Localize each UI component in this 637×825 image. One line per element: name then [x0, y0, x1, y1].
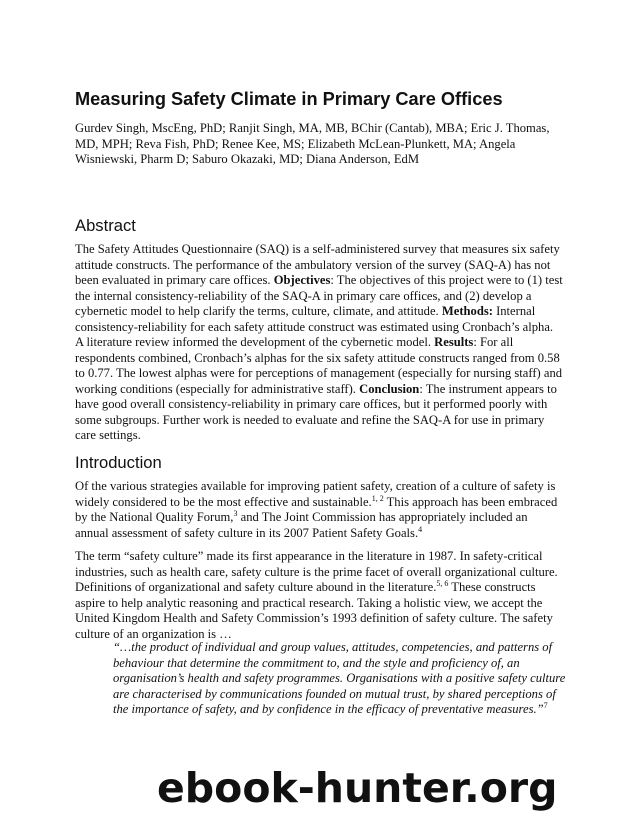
- intro-p1-text-b: This approach has been embraced by the National Quality Forum,: [75, 494, 558, 524]
- citation-ref: 4: [418, 524, 423, 534]
- methods-text: Internal consistency-reliability for each safety attitude construct was estimated using Cronbach’s alpha. A literature review informed the development of the cybernetic model.: [75, 304, 554, 349]
- introduction-paragraph-1: [75, 479, 563, 541]
- citation-ref: 3: [233, 509, 238, 518]
- conclusion-label: Conclusion: [359, 381, 420, 396]
- introduction-paragraph-2: [75, 549, 563, 642]
- results-label: Results: [434, 335, 474, 349]
- abstract-heading: Abstract: [75, 216, 136, 235]
- methods-label: Methods:: [441, 304, 493, 318]
- block-quote: [113, 640, 568, 718]
- citation-ref: 1, 2: [371, 493, 384, 503]
- watermark-text: ebook-hunter.org: [157, 764, 558, 812]
- conclusion-text: : The instrument appears to have good overall consistency-reliability in primary care offices, but it performed poorly with some subgroups. Further work is needed to evaluate and refine the SAQ-A for use in primary care settings.: [75, 381, 557, 442]
- objectives-label: Objectives: [273, 273, 331, 287]
- quote-text: “…the product of individual and group values, attitudes, competencies, and patterns of behaviour that determine the commitment to, and the style and proficiency of, an organisation’s health and safety programmes. Organisations with a positive safety culture are characterised by communications founded on mutual trust, by shared perceptions of the importance of safety, and by confidence in the efficacy of preventative measures.”: [113, 640, 566, 716]
- results-text: : For all respondents combined, Cronbach’s alphas for the six safety attitude constructs ranged from 0.58 to 0.77. The lowest alphas were for perceptions of management (especially for nursing staff) and working conditions (especially for administrative staff).: [75, 335, 563, 396]
- introduction-heading: Introduction: [75, 453, 162, 472]
- intro-p2-text-a: The term “safety culture” made its first appearance in the literature in 1987. In safety-critical industries, such as health care, safety culture is the prime facet of overall organizational culture. Definitions of organizational and safety culture abound in the literature.: [75, 549, 558, 594]
- abstract-body: [75, 242, 563, 444]
- paper-title: Measuring Safety Climate in Primary Care Offices: [75, 89, 503, 109]
- intro-p2-text-b: These constructs aspire to help analytic reasoning and practical research. Taking a holistic view, we accept the United Kingdom Health and Safety Commission’s 1993 definition of safety culture. The safety culture of an organization is …: [75, 580, 553, 641]
- abstract-background: The Safety Attitudes Questionnaire (SAQ) is a self-administered survey that measures six safety attitude constructs. The performance of the ambulatory version of the survey (SAQ-A) has not been evaluated in primary care offices.: [75, 242, 560, 287]
- objectives-text: : The objectives of this project were to (1) test the internal consistency-reliability of the SAQ-A in primary care offices, and (2) develop a cybernetic model to help clarify the terms, culture, climate, and attitude.: [75, 273, 563, 318]
- intro-p1-text-a: Of the various strategies available for improving patient safety, creation of a culture of safety is widely considered to be the most effective and sustainable.: [75, 479, 556, 509]
- author-list: Gurdev Singh, MscEng, PhD; Ranjit Singh, MA, MB, BChir (Cantab), MBA; Eric J. Thomas, MD, MPH; Reva Fish, PhD; Renee Kee, MS; Elizabeth McLean-Plunkett, MA; Angela Wisniewski, Pharm D; Saburo Okazaki, MD; Diana Anderson, EdM: [75, 121, 550, 166]
- citation-ref: 5, 6: [436, 579, 449, 588]
- intro-p1-text-c: and The Joint Commission has appropriately included an annual assessment of safety culture in its 2007 Patient Safety Goals.: [75, 510, 528, 540]
- citation-ref: 7: [543, 701, 548, 710]
